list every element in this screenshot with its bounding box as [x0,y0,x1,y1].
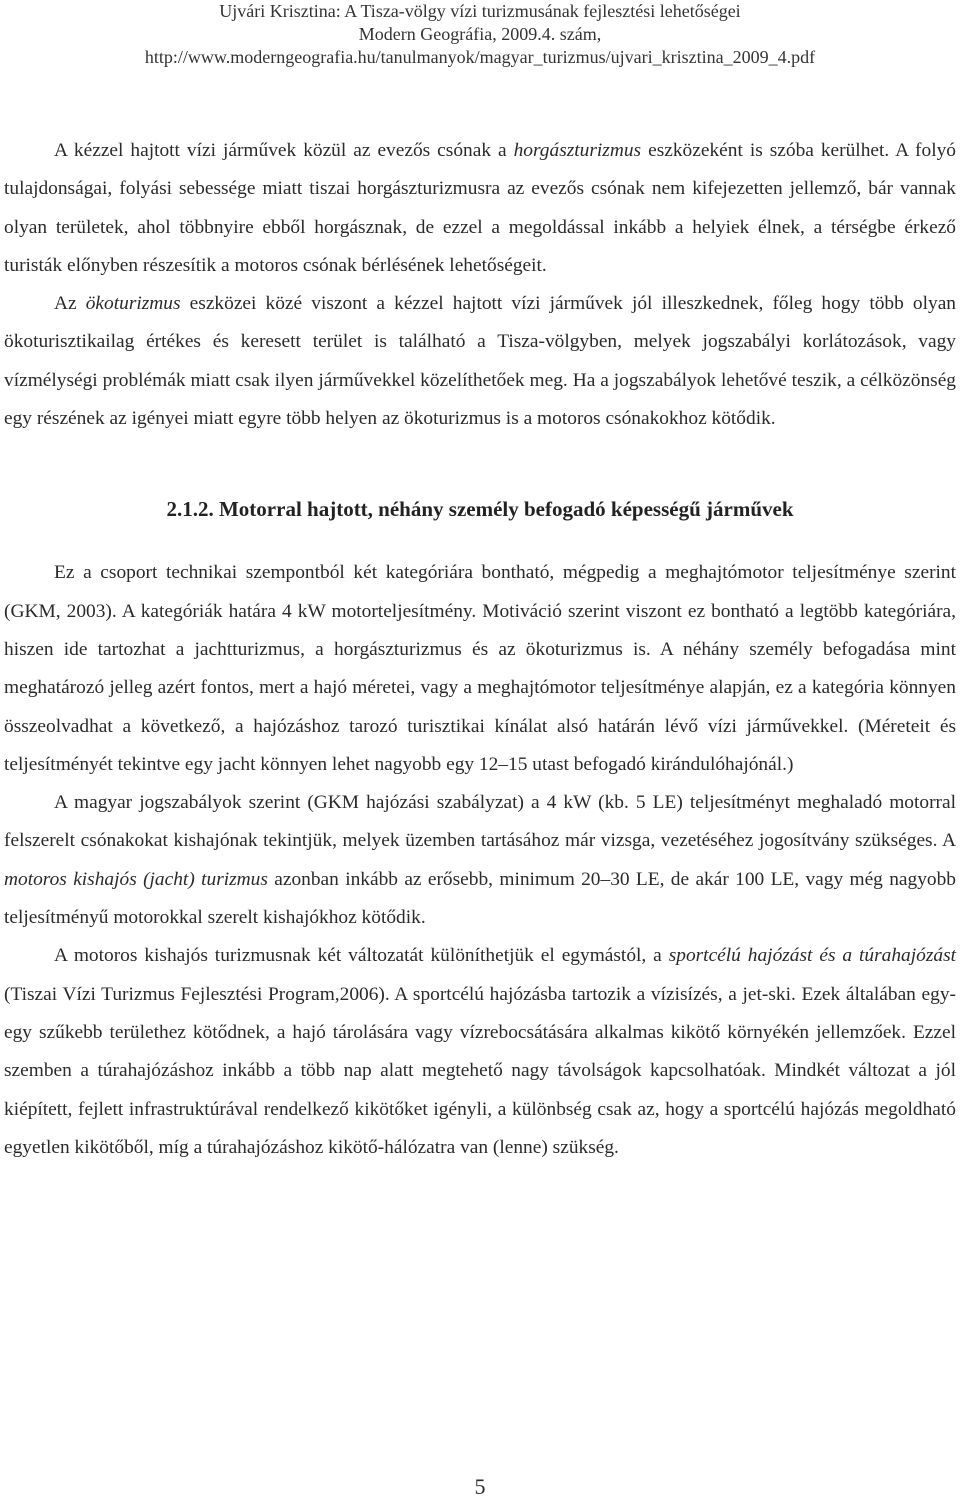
paragraph-1-text-b: eszközeként is szóba kerülhet. A folyó tulajdonságai, folyási sebessége miatt tiszai horgászturizmusra az evezős csónak nem kifejezetten jellemző, bár vannak olyan területek, ahol többnyire ebből horgásznak, de ezzel a megoldással inkább a helyiek élnek, a térségbe érkező turisták előnyben részesítik a motoros csónak bérlésének lehetőségeit. [4,140,956,276]
paragraph-2 [4,285,956,438]
paragraph-4 [4,784,956,937]
paragraph-5-emphasis: sportcélú hajózást és a túrahajózást [668,945,957,967]
paragraph-1 [4,132,956,285]
paragraph-4-text-b: azonban inkább az erősebb, minimum 20–30 LE, de akár 100 LE, vagy még nagyobb teljesítményű motorokkal szerelt kishajókhoz kötődik. [4,868,956,929]
header-journal: Modern Geográfia, 2009.4. szám, [358,24,602,44]
paragraph-4-text-a: A magyar jogszabályok szerint (GKM hajózási szabályzat) a 4 kW (kb. 5 LE) teljesítményt meghaladó motorral felszerelt csónakokat kishajónak tekintjük, melyek üzemben tartásához már vizsga, vezetéséhez jogosítvány szükséges. A [4,792,956,852]
header-url: http://www.moderngeografia.hu/tanulmanyok/magyar_turizmus/ujvari_krisztina_2009_4.pdf [144,47,816,67]
document-body [4,132,956,1167]
paragraph-4-emphasis: motoros kishajós (jacht) turizmus [4,868,268,890]
paragraph-5-text-a: A motoros kishajós turizmusnak két változatát különíthetjük el egymástól, a [54,945,669,967]
paragraph-1-text-a: A kézzel hajtott vízi járművek közül az evezős csónak a [54,140,514,161]
paragraph-1-emphasis: horgászturizmus [513,140,642,161]
paragraph-5 [4,937,956,1167]
page-number: 5 [474,1474,486,1499]
paragraph-2-text-b: eszközei közé viszont a kézzel hajtott vízi járművek jól illeszkednek, főleg hogy több olyan ökoturisztikailag értékes és keresett terület is található a Tisza-völgyben, melyek jogszabályi korlátozások, vagy vízmélységi problémák miatt csak ilyen járművekkel közelíthetőek meg. Ha a jogszabályok lehetővé teszik, a célközönség egy részének az igényei miatt egyre több helyen az ökoturizmus is a motoros csónakokhoz kötődik. [4,293,956,430]
paragraph-3: Ez a csoport technikai szempontból két kategóriára bontható, mégpedig a meghajtómotor teljesítménye szerint (GKM, 2003). A kategóriák határa 4 kW motorteljesítmény. Motiváció szerint viszont ez bontható a legtöbb kategóriára, hiszen ide tartozhat a jachtturizmus, a horgászturizmus és az ökoturizmus is. A néhány személy befogadása mint meghatározó jelleg azért fontos, mert a hajó méretei, vagy a meghajtómotor teljesítménye alapján, ez a kategória könnyen összeolvadhat a következő, a hajózáshoz tarozó turisztikai kínálat alsó határán lévő vízi járművekkel. (Méreteit és teljesítményét tekintve egy jacht könnyen lehet nagyobb egy 12–15 utast befogadó kirándulóhajónál.) [4,562,956,775]
header-title: Ujvári Krisztina: A Tisza-völgy vízi turizmusának fejlesztési lehetőségei [219,1,741,21]
section-heading: 2.1.2. Motorral hajtott, néhány személy befogadó képességű járművek [166,497,794,522]
paragraph-2-emphasis: ökoturizmus [85,293,181,315]
paragraph-5-text-b: (Tiszai Vízi Turizmus Fejlesztési Program,2006). A sportcélú hajózásba tartozik a vízisízés, a jet-ski. Ezek általában egy-egy szűkebb területhez kötődnek, a hajó tárolására vagy vízrebocsátására alkalmas kikötő környékén jellemzőek. Ezzel szemben a túrahajózáshoz inkább a több nap alatt megtehető nagy távolságok kapcsolhatóak. Mindkét változat a jól kiépített, fejlett infrastruktúrával rendelkező kikötőket igényli, a különbség csak az, hogy a sportcélú hajózás megoldható egyetlen kikötőből, míg a túrahajózáshoz kikötő-hálózatra van (lenne) szükség. [4,983,956,1158]
running-header [0,0,960,69]
paragraph-2-text-a: Az [54,293,86,315]
